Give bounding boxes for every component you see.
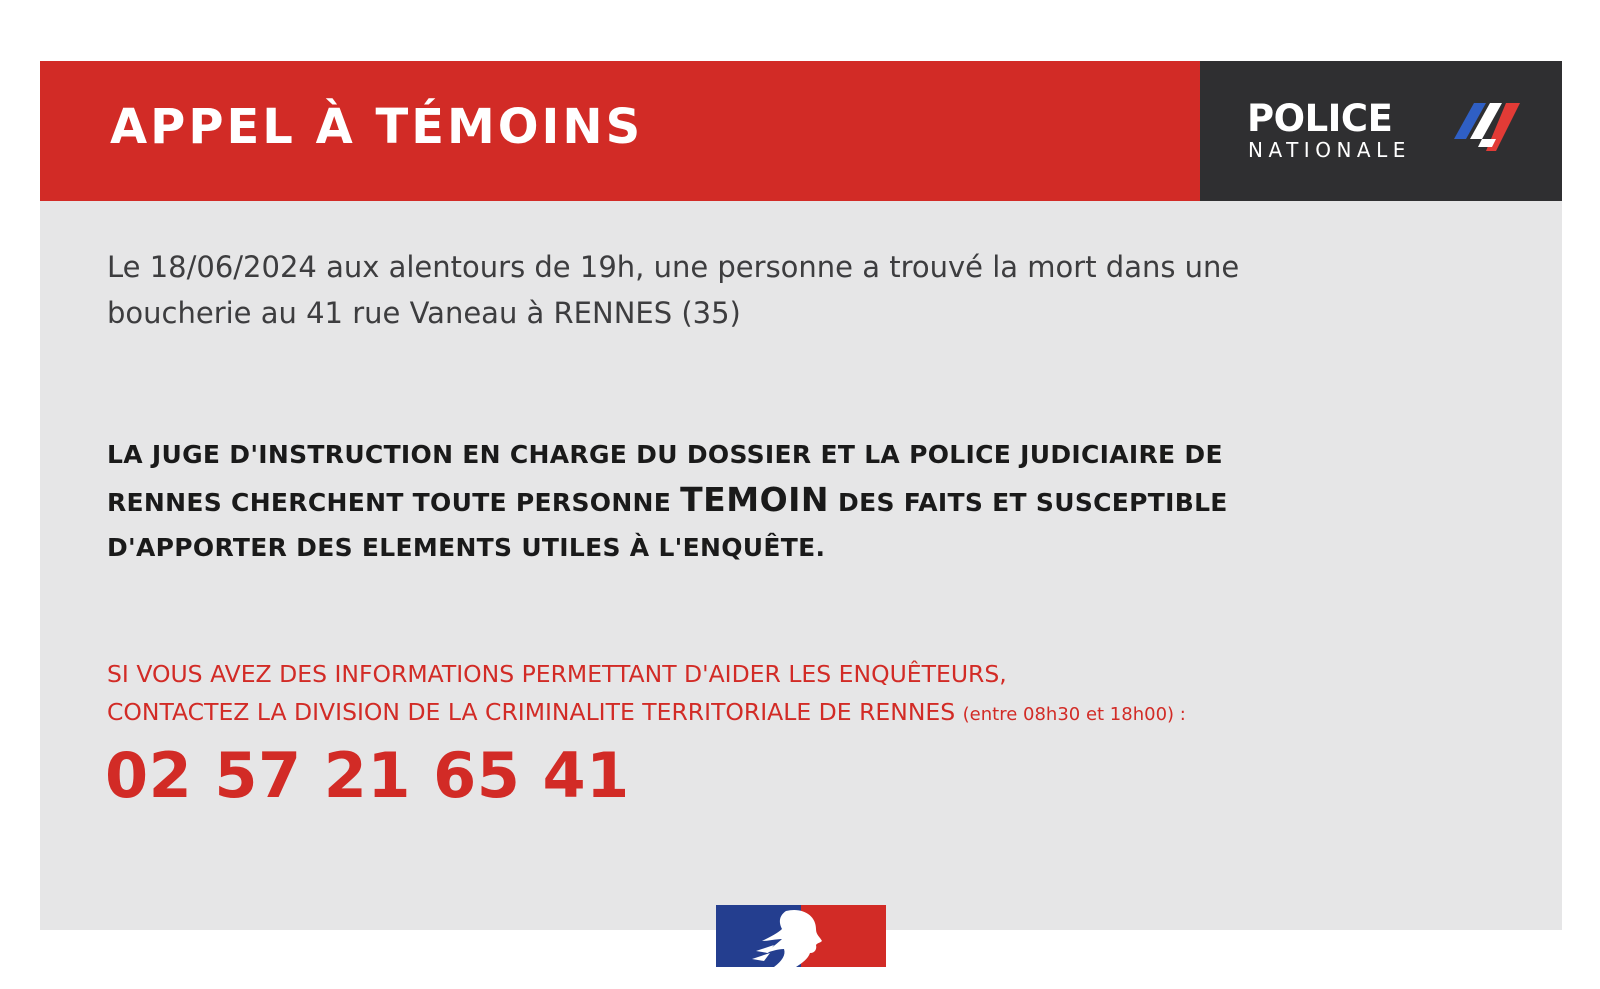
contact-hours: (entre 08h30 et 18h00) : bbox=[962, 704, 1186, 725]
police-nationale-logo bbox=[1200, 61, 1562, 201]
notice-line-1: LA JUGE D'INSTRUCTION EN CHARGE DU DOSSIER ET LA POLICE JUDICIAIRE DE bbox=[107, 440, 1223, 469]
contact-line-1: SI VOUS AVEZ DES INFORMATIONS PERMETTANT D'AIDER LES ENQUÊTEURS, bbox=[107, 660, 1007, 688]
marianne-republique-francaise-icon bbox=[716, 905, 886, 967]
notice-line-2 bbox=[107, 477, 1507, 525]
notice-line-2-start: RENNES CHERCHENT TOUTE PERSONNE bbox=[107, 488, 681, 517]
tricolor-stripes-icon bbox=[1452, 99, 1522, 157]
investigation-notice bbox=[107, 432, 1507, 570]
notice-emphasis-temoin: TEMOIN bbox=[680, 480, 830, 519]
header-red-band bbox=[40, 61, 1200, 201]
page-title: APPEL À TÉMOINS bbox=[110, 99, 644, 155]
phone-number[interactable]: 02 57 21 65 41 bbox=[105, 739, 630, 812]
logo-nationale-text: NATIONALE bbox=[1248, 138, 1411, 162]
contact-division: CONTACTEZ LA DIVISION DE LA CRIMINALITE TERRITORIALE DE RENNES bbox=[107, 698, 963, 726]
notice-line-3: D'APPORTER DES ELEMENTS UTILES À L'ENQUÊTE. bbox=[107, 533, 826, 562]
logo-police-text: POLICE bbox=[1247, 97, 1393, 140]
incident-description bbox=[107, 244, 1487, 336]
intro-line-2: boucherie au 41 rue Vaneau à RENNES (35) bbox=[107, 296, 741, 330]
contact-line-2 bbox=[107, 693, 1537, 734]
intro-line-1: Le 18/06/2024 aux alentours de 19h, une personne a trouvé la mort dans une bbox=[107, 250, 1240, 284]
contact-instructions bbox=[107, 655, 1537, 734]
header-banner bbox=[40, 61, 1562, 201]
appeal-card bbox=[40, 61, 1562, 930]
notice-line-2-end: DES FAITS ET SUSCEPTIBLE bbox=[829, 488, 1228, 517]
